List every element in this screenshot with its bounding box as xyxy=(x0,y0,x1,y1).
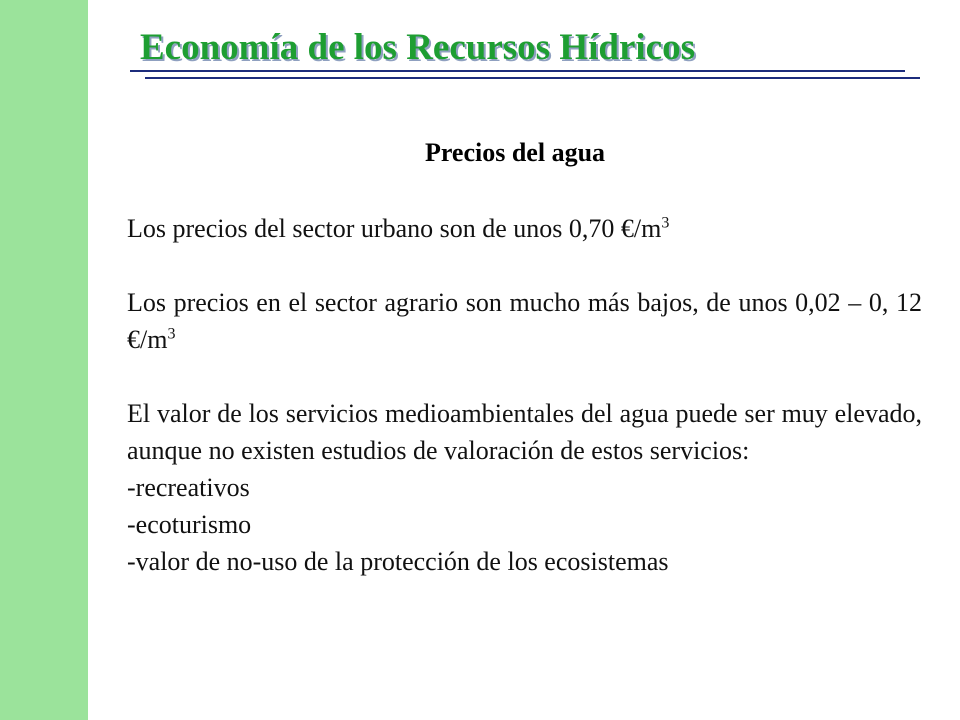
superscript-cubed: 3 xyxy=(167,325,176,343)
paragraph-agrarian-price xyxy=(127,284,922,358)
title-rule-upper xyxy=(130,70,905,72)
title-rule-lower xyxy=(145,77,920,79)
list-item: -valor de no-uso de la protección de los ecosistemas xyxy=(127,547,669,576)
list-item: -ecoturismo xyxy=(127,510,252,539)
slide-body xyxy=(127,210,922,580)
paragraph-environmental-value: El valor de los servicios medioambientales del agua puede ser muy elevado, aunque no existen estudios de valoración de estos servicios: xyxy=(127,399,922,465)
paragraph-urban-price xyxy=(127,210,922,247)
paragraph-urban-price-text: Los precios del sector urbano son de unos 0,70 €/m xyxy=(127,214,662,243)
superscript-cubed: 3 xyxy=(661,214,670,232)
paragraph-agrarian-price-text: Los precios en el sector agrario son mucho más bajos, de unos 0,02 – 0, 12 €/m xyxy=(127,288,922,354)
list-item: -recreativos xyxy=(127,473,250,502)
section-heading: Precios del agua xyxy=(424,138,606,167)
slide-title: Economía de los Recursos Hídricos xyxy=(140,27,695,68)
side-accent-bar xyxy=(0,0,88,720)
